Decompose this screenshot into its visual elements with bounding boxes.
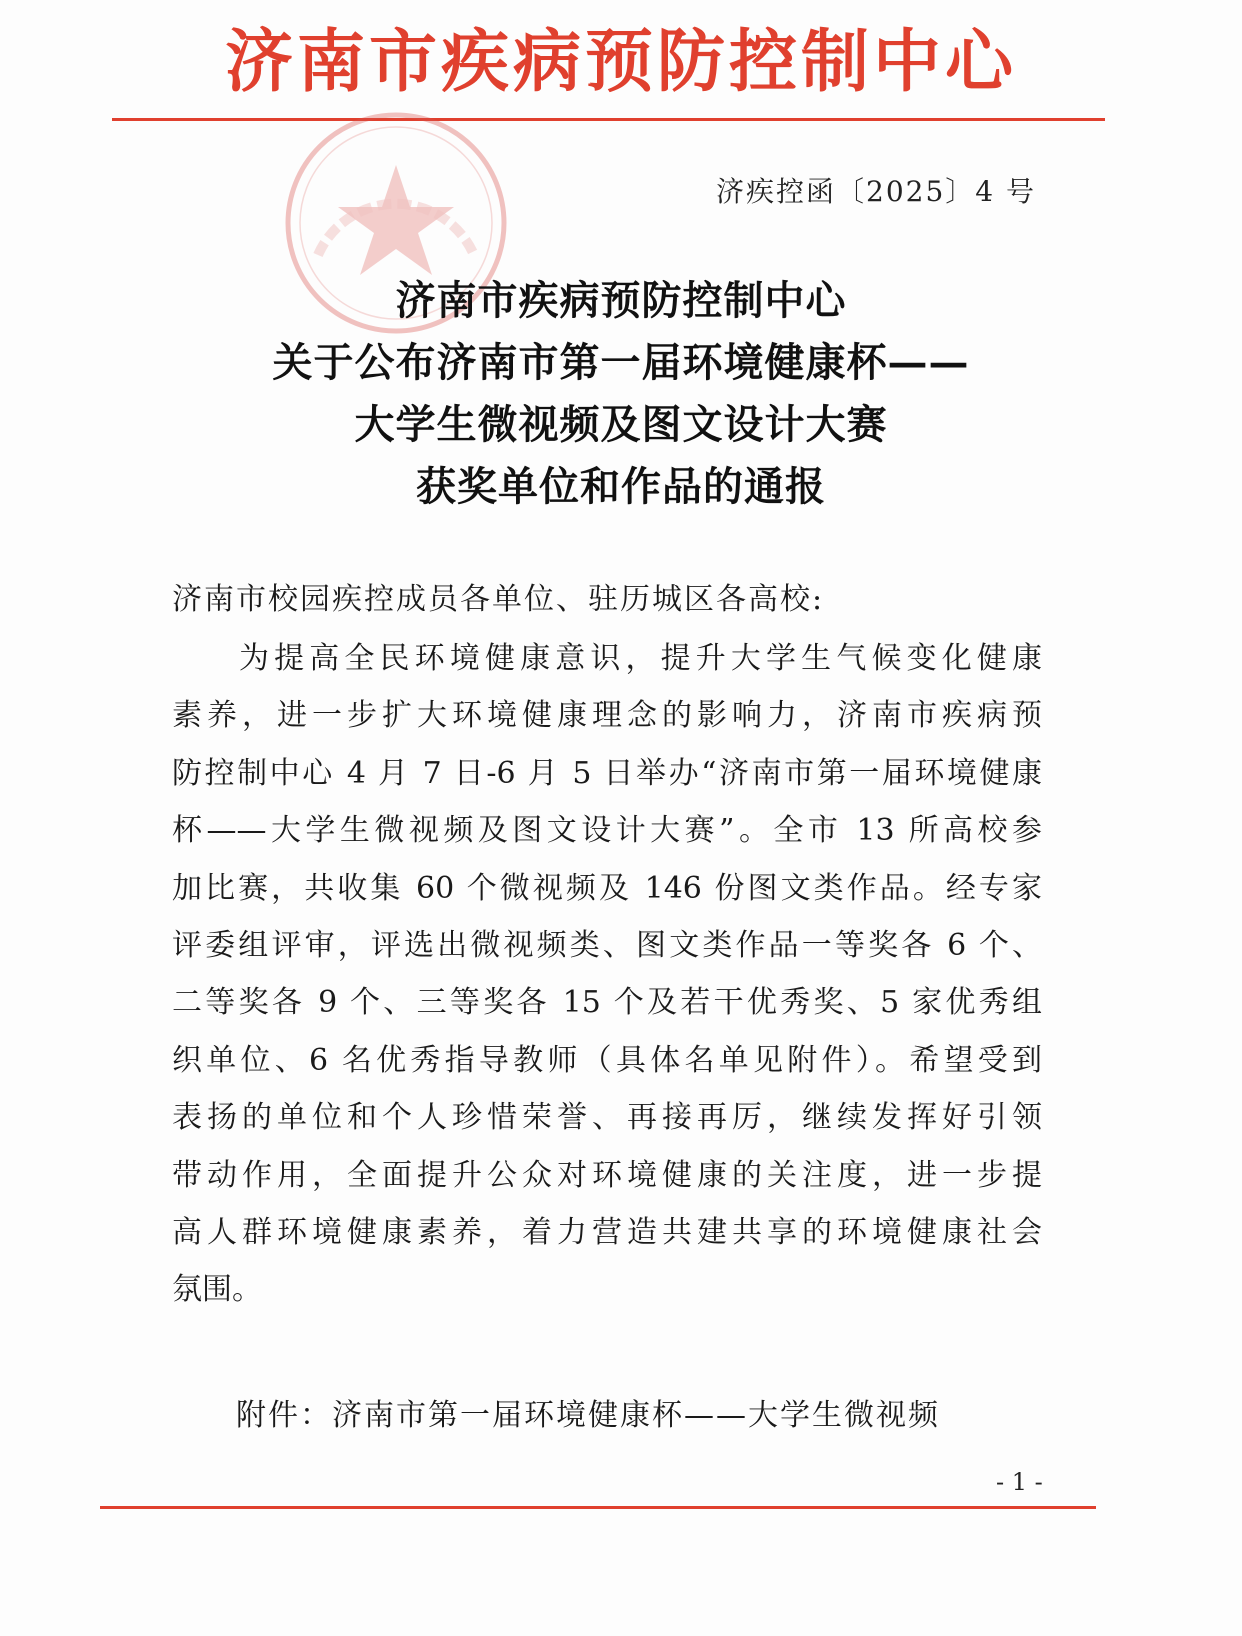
body-line: 织单位、6 名优秀指导教师（具体名单见附件）。希望受到 (172, 1042, 1042, 1078)
title-line: 济南市疾病预防控制中心 (395, 277, 847, 324)
title-line: 关于公布济南市第一届环境健康杯—— (272, 339, 970, 386)
footer-red-rule (100, 1506, 1096, 1509)
body-line: 表扬的单位和个人珍惜荣誉、再接再厉，继续发挥好引领 (172, 1100, 1042, 1136)
body-line: 带动作用，全面提升公众对环境健康的关注度，进一步提 (172, 1157, 1042, 1193)
seal-star-icon (338, 165, 454, 275)
body-line: 素养，进一步扩大环境健康理念的影响力，济南市疾病预 (172, 698, 1042, 734)
document-number: 济疾控函〔2025〕4 号 (716, 175, 1036, 208)
body-line: 防控制中心 4 月 7 日-6 月 5 日举办“济南市第一届环境健康 (172, 755, 1042, 791)
body-line: 杯——大学生微视频及图文设计大赛”。全市 13 所高校参 (172, 813, 1042, 849)
document-title (0, 270, 1242, 518)
body-line: 加比赛，共收集 60 个微视频及 146 份图文类作品。经专家 (172, 870, 1042, 906)
letterhead-title: 济南市疾病预防控制中心 (224, 22, 1017, 102)
body-line: 氛围。 (172, 1272, 262, 1308)
title-line: 获奖单位和作品的通报 (416, 463, 826, 510)
title-line: 大学生微视频及图文设计大赛 (354, 401, 888, 448)
body-line: 评委组评审，评选出微视频类、图文类作品一等奖各 6 个、 (172, 927, 1042, 963)
attachment-note: 附件：济南市第一届环境健康杯——大学生微视频 (236, 1398, 940, 1433)
salutation: 济南市校园疾控成员各单位、驻历城区各高校: (172, 582, 825, 617)
letterhead-red-rule (112, 118, 1105, 121)
page-number: - 1 - (996, 1468, 1043, 1496)
body-line: 高人群环境健康素养，着力营造共建共享的环境健康社会 (172, 1214, 1042, 1250)
body-paragraph (172, 630, 1042, 1319)
body-line: 二等奖各 9 个、三等奖各 15 个及若干优秀奖、5 家优秀组 (172, 985, 1042, 1021)
body-line: 为提高全民环境健康意识，提升大学生气候变化健康 (239, 641, 1042, 676)
